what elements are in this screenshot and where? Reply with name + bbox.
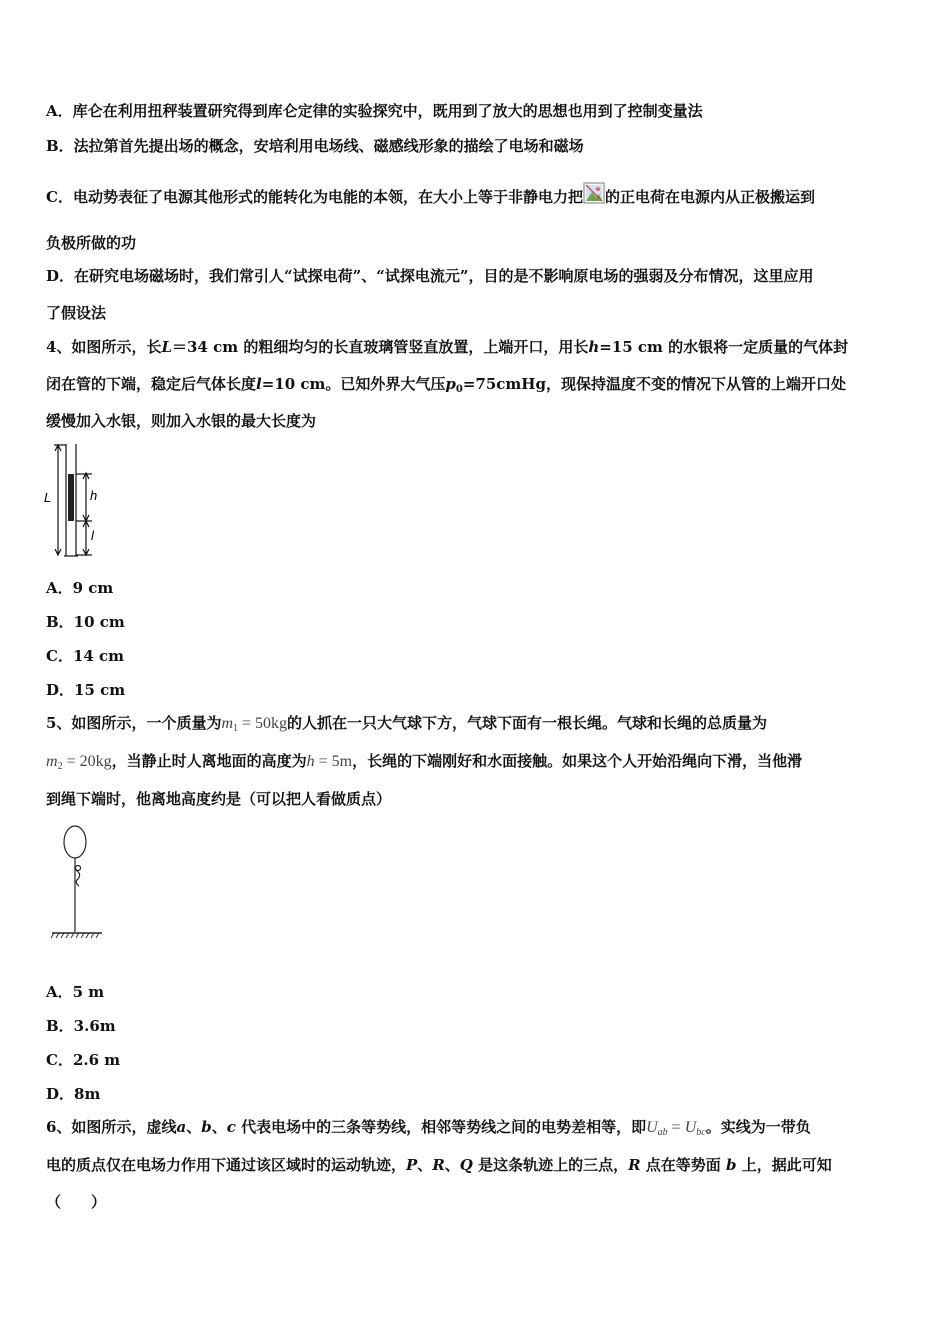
q6-text: 代表电场中的三条等势线，相邻等势线之间的电势差相等，即 <box>235 1118 647 1136</box>
q6-var-U-sub: bc <box>696 1127 706 1138</box>
q3-option-c-line2: 负极所做的功 <box>46 234 137 252</box>
q3-option-c-text-1: C．电动势表征了电源其他形式的能转化为电能的本领，在大小上等于非静电力把 <box>46 188 583 206</box>
q3-option-c-line1 <box>46 182 815 207</box>
q6-text: 。实线为一带负 <box>705 1118 811 1136</box>
q5-option-d: D．8m <box>46 1085 101 1103</box>
q6-text: 6、如图所示，虚线 <box>46 1118 177 1136</box>
q5-var-m1: m <box>221 715 234 732</box>
q6-answer-blank: （ ） <box>46 1193 107 1211</box>
q3-option-c-text-2: 的正电荷在电源内从正极搬运到 <box>604 188 815 206</box>
q3-option-a: A．库仑在利用扭秤装置研究得到库仑定律的实验探究中，既用到了放大的思想也用到了控制变量法 <box>46 102 703 120</box>
figure-label-h: h <box>90 488 98 503</box>
broken-image-icon <box>583 182 605 204</box>
q5-stem-line1 <box>46 713 767 739</box>
q6-text: 、 <box>211 1118 227 1136</box>
q3-option-d-line2: 了假设法 <box>46 304 107 322</box>
q6-var-U-sub: ab <box>657 1127 668 1138</box>
q4-option-b: B．10 cm <box>46 613 125 631</box>
q6-text: 、 <box>186 1118 202 1136</box>
q6-stem-line2 <box>46 1155 832 1175</box>
q6-equals: = <box>667 1119 685 1136</box>
figure-label-l: l <box>91 528 94 543</box>
q4-var-h: h <box>588 338 600 356</box>
q6-text: 点在等势面 <box>640 1156 727 1174</box>
q6-text: 是这条轨迹上的三点， <box>472 1156 629 1174</box>
q5-h-value: = 5m <box>314 753 353 770</box>
q6-text: 、 <box>417 1156 433 1174</box>
q6-text: 电的质点仅在电场力作用下通过该区域时的运动轨迹， <box>46 1156 407 1174</box>
q6-var-Q: Q <box>459 1156 473 1174</box>
q5-var-h: h <box>306 753 315 770</box>
q6-var-P: P <box>406 1156 418 1174</box>
q4-stem-line1 <box>46 337 848 357</box>
q6-var-U: U <box>684 1119 697 1136</box>
q4-var-l: l <box>256 375 262 393</box>
q5-option-c: C．2.6 m <box>46 1051 121 1069</box>
q6-var-b: b <box>726 1156 737 1174</box>
q6-var-a: a <box>176 1118 187 1136</box>
q4-stem-line2 <box>46 374 846 400</box>
q4-stem-line3: 缓慢加入水银，则加入水银的最大长度为 <box>46 412 317 430</box>
q4-text: ＝34 cm 的粗细均匀的长直玻璃管竖直放置，上端开口，用长 <box>172 338 589 356</box>
q4-var-p: p <box>445 375 456 393</box>
q3-option-b: B．法拉第首先提出场的概念，安培利用电场线、磁感线形象的描绘了电场和磁场 <box>46 137 584 155</box>
q5-var-m2: m <box>46 753 58 770</box>
q4-option-d: D．15 cm <box>46 681 126 699</box>
q4-option-c: C．14 cm <box>46 647 125 665</box>
q4-text: 闭在管的下端，稳定后气体长度 <box>46 375 257 393</box>
figure-label-L: L <box>44 490 52 505</box>
q5-text: ，当静止时人离地面的高度为 <box>111 752 307 770</box>
q6-var-b: b <box>201 1118 212 1136</box>
q5-text: ，长绳的下端刚好和水面接触。如果这个人开始沿绳向下滑，当他滑 <box>352 752 803 770</box>
q4-option-a: A．9 cm <box>46 579 114 597</box>
q6-text: 上，据此可知 <box>736 1156 832 1174</box>
q4-text: =15 cm 的水银将一定质量的气体封 <box>599 338 849 356</box>
q5-var-m2-sub: 2 <box>57 761 63 772</box>
q5-option-b: B．3.6m <box>46 1017 116 1035</box>
q5-text: 5、如图所示，一个质量为 <box>46 714 222 732</box>
q3-option-d-line1: D．在研究电场磁场时，我们常引人“试探电荷”、“试探电流元”，目的是不影响原电场的强弱及分布情况，这里应用 <box>46 267 814 285</box>
q6-var-U: U <box>646 1119 658 1136</box>
q5-stem-line2 <box>46 751 802 777</box>
tube-figure <box>40 440 110 562</box>
q4-text: =10 cm。已知外界大气压 <box>261 375 446 393</box>
q4-text: 4、如图所示，长 <box>46 338 162 356</box>
q5-stem-line3: 到绳下端时，他离地高度约是（可以把人看做质点） <box>46 790 392 808</box>
q6-var-R: R <box>628 1156 641 1174</box>
balloon <box>64 826 86 858</box>
q5-m2-value: = 20kg <box>62 753 112 770</box>
q6-text: 、 <box>444 1156 460 1174</box>
q6-var-c: c <box>226 1118 236 1136</box>
q6-var-R: R <box>432 1156 445 1174</box>
q5-option-a: A．5 m <box>46 983 105 1001</box>
q4-text: =75cmHg，现保持温度不变的情况下从管的上端开口处 <box>462 375 846 393</box>
q4-var-L: L <box>161 338 172 356</box>
q5-m1-value: = 50kg <box>238 715 288 732</box>
mercury-column <box>68 474 74 521</box>
q5-text: 的人抓在一只大气球下方，气球下面有一根长绳。气球和长绳的总质量为 <box>287 714 768 732</box>
q5-var-m1-sub: 1 <box>233 723 239 734</box>
q4-var-p-sub: 0 <box>455 384 463 395</box>
q6-stem-line1 <box>46 1117 811 1143</box>
balloon-figure <box>46 822 108 942</box>
